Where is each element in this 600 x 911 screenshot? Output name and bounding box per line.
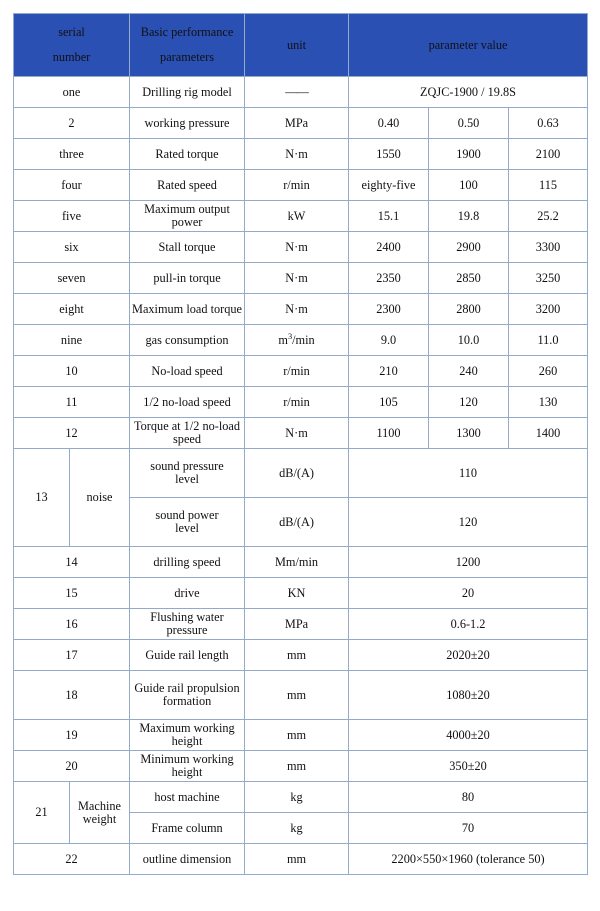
- row-unit: MPa: [245, 108, 349, 139]
- header-parameter-value: parameter value: [349, 14, 588, 77]
- row-unit: mm: [245, 720, 349, 751]
- table-row: [14, 640, 588, 671]
- header-serial-line2: number: [52, 50, 91, 64]
- subrow-parameter-name: [130, 449, 245, 498]
- row-unit: mm: [245, 640, 349, 671]
- row-serial: three: [14, 139, 130, 170]
- subrow-parameter-name: [130, 498, 245, 547]
- row-value-3: 3250: [509, 263, 588, 294]
- table-row-noise-sound-pressure: [14, 449, 588, 498]
- row-parameter-name: Maximum load torque: [130, 294, 245, 325]
- row-value-2: 2900: [429, 232, 509, 263]
- row-parameter-name: Maximum output power: [130, 201, 245, 232]
- table-row: [14, 139, 588, 170]
- row-parameter-name: pull-in torque: [130, 263, 245, 294]
- table-row: [14, 547, 588, 578]
- row-value-merged: 2020±20: [349, 640, 588, 671]
- subrow-value-merged: 120: [349, 498, 588, 547]
- row-parameter-name: Stall torque: [130, 232, 245, 263]
- table-row: [14, 578, 588, 609]
- row-value-1: eighty-five: [349, 170, 429, 201]
- subrow-name-line1: sound power: [155, 508, 219, 523]
- row-value-2: 100: [429, 170, 509, 201]
- row-value-3: 260: [509, 356, 588, 387]
- table-row: [14, 232, 588, 263]
- row-serial: 14: [14, 547, 130, 578]
- row-parameter-name: Flushing water pressure: [130, 609, 245, 640]
- table-row: [14, 844, 588, 875]
- row-parameter-name: 1/2 no-load speed: [130, 387, 245, 418]
- row-value-2: 0.50: [429, 108, 509, 139]
- row-unit: N·m: [245, 232, 349, 263]
- row-unit: N·m: [245, 139, 349, 170]
- row-parameter-name: Rated speed: [130, 170, 245, 201]
- row-unit: [245, 77, 349, 108]
- subrow-parameter-name: host machine: [130, 782, 245, 813]
- table-row: [14, 387, 588, 418]
- row-unit: N·m: [245, 263, 349, 294]
- subrow-unit: kg: [245, 782, 349, 813]
- header-serial-number: [14, 14, 130, 77]
- row-value-1: 2400: [349, 232, 429, 263]
- row-value-2: 1900: [429, 139, 509, 170]
- weight-group-label: [70, 782, 130, 844]
- row-value-1: 210: [349, 356, 429, 387]
- noise-group-label: noise: [70, 449, 130, 547]
- table-row: [14, 671, 588, 720]
- row-serial: 18: [14, 671, 130, 720]
- table-row: [14, 263, 588, 294]
- row-value-1: 105: [349, 387, 429, 418]
- table-row: [14, 77, 588, 108]
- subrow-value-merged: 70: [349, 813, 588, 844]
- row-unit: [245, 325, 349, 356]
- row-serial: one: [14, 77, 130, 108]
- row-value-2: 240: [429, 356, 509, 387]
- row-parameter-name: gas consumption: [130, 325, 245, 356]
- subrow-name-line2: level: [175, 472, 199, 486]
- row-value-merged: 350±20: [349, 751, 588, 782]
- unit-prefix: m: [278, 332, 288, 347]
- subrow-value-merged: 80: [349, 782, 588, 813]
- row-unit: Mm/min: [245, 547, 349, 578]
- row-value-3: 11.0: [509, 325, 588, 356]
- row-value-2: 2800: [429, 294, 509, 325]
- row-parameter-name: outline dimension: [130, 844, 245, 875]
- row-serial: 20: [14, 751, 130, 782]
- row-value-1: 2350: [349, 263, 429, 294]
- table-row: [14, 325, 588, 356]
- row-serial: eight: [14, 294, 130, 325]
- unit-suffix: /min: [292, 332, 315, 347]
- row-value-1: 15.1: [349, 201, 429, 232]
- row-unit: N·m: [245, 294, 349, 325]
- header-serial-line1: serial: [58, 25, 85, 40]
- row-unit: mm: [245, 844, 349, 875]
- row-unit: r/min: [245, 356, 349, 387]
- row-parameter-name: drilling speed: [130, 547, 245, 578]
- row-value-3: 25.2: [509, 201, 588, 232]
- row-serial: 22: [14, 844, 130, 875]
- row-serial: 11: [14, 387, 130, 418]
- header-unit: unit: [245, 14, 349, 77]
- row-serial: seven: [14, 263, 130, 294]
- row-unit: r/min: [245, 387, 349, 418]
- row-value-merged: 1200: [349, 547, 588, 578]
- subrow-name-line1: sound pressure: [150, 459, 224, 474]
- row-value-2: 19.8: [429, 201, 509, 232]
- table-row-weight-host-machine: [14, 782, 588, 813]
- row-value-merged: 0.6-1.2: [349, 609, 588, 640]
- weight-label-line1: Machine: [77, 798, 122, 813]
- row-parameter-name: Drilling rig model: [130, 77, 245, 108]
- table-row: [14, 720, 588, 751]
- row-value-3: 1400: [509, 418, 588, 449]
- row-parameter-name: Torque at 1/2 no-load speed: [130, 418, 245, 449]
- row-value-3: 115: [509, 170, 588, 201]
- subrow-parameter-name: Frame column: [130, 813, 245, 844]
- subrow-value-merged: 110: [349, 449, 588, 498]
- row-parameter-name: Rated torque: [130, 139, 245, 170]
- subrow-unit: kg: [245, 813, 349, 844]
- header-row: [14, 14, 588, 77]
- row-unit: MPa: [245, 609, 349, 640]
- specification-table: [13, 13, 588, 875]
- row-value-3: 130: [509, 387, 588, 418]
- row-value-3: 3300: [509, 232, 588, 263]
- header-params-line2: parameters: [160, 50, 214, 64]
- row-serial: 16: [14, 609, 130, 640]
- row-value-2: 10.0: [429, 325, 509, 356]
- row-value-3: 0.63: [509, 108, 588, 139]
- row-serial: 21: [14, 782, 70, 844]
- row-value-1: 2300: [349, 294, 429, 325]
- table-row: [14, 201, 588, 232]
- row-serial: nine: [14, 325, 130, 356]
- table-body: [14, 77, 588, 875]
- row-serial: 2: [14, 108, 130, 139]
- row-name-line1: Guide rail propulsion: [134, 681, 240, 696]
- row-value-merged: 4000±20: [349, 720, 588, 751]
- row-name-line2: formation: [162, 694, 212, 708]
- row-value-2: 120: [429, 387, 509, 418]
- row-unit: kW: [245, 201, 349, 232]
- row-serial: 15: [14, 578, 130, 609]
- row-parameter-name: Maximum working height: [130, 720, 245, 751]
- row-serial: 10: [14, 356, 130, 387]
- table-row: [14, 294, 588, 325]
- header-params-line1: Basic performance: [140, 25, 234, 40]
- row-serial: four: [14, 170, 130, 201]
- header-basic-performance-parameters: [130, 14, 245, 77]
- row-unit: N·m: [245, 418, 349, 449]
- table-row: [14, 418, 588, 449]
- row-parameter-name: drive: [130, 578, 245, 609]
- row-parameter-name: working pressure: [130, 108, 245, 139]
- table-row: [14, 751, 588, 782]
- row-value-merged: 2200×550×1960 (tolerance 50): [349, 844, 588, 875]
- row-parameter-name: [130, 671, 245, 720]
- row-unit: mm: [245, 671, 349, 720]
- table-row: [14, 356, 588, 387]
- row-unit: r/min: [245, 170, 349, 201]
- row-parameter-name: Guide rail length: [130, 640, 245, 671]
- row-value-1: 0.40: [349, 108, 429, 139]
- unit-superscript: 3: [287, 331, 293, 341]
- row-value-1: 9.0: [349, 325, 429, 356]
- table-header: [14, 14, 588, 77]
- row-value-2: 2850: [429, 263, 509, 294]
- table-row: [14, 609, 588, 640]
- row-serial: 12: [14, 418, 130, 449]
- subrow-unit: dB/(A): [245, 449, 349, 498]
- table-row: [14, 170, 588, 201]
- row-value-merged: 20: [349, 578, 588, 609]
- table-row: [14, 108, 588, 139]
- row-value-3: 2100: [509, 139, 588, 170]
- weight-label-line2: weight: [82, 811, 117, 826]
- row-value-1: 1550: [349, 139, 429, 170]
- row-unit: mm: [245, 751, 349, 782]
- subrow-name-line2: level: [175, 521, 199, 535]
- row-value-1: 1100: [349, 418, 429, 449]
- row-value-merged: ZQJC-1900 / 19.8S: [349, 77, 588, 108]
- row-serial: six: [14, 232, 130, 263]
- row-value-2: 1300: [429, 418, 509, 449]
- row-unit: KN: [245, 578, 349, 609]
- row-serial: 13: [14, 449, 70, 547]
- row-parameter-name: Minimum working height: [130, 751, 245, 782]
- row-serial: 17: [14, 640, 130, 671]
- row-parameter-name: No-load speed: [130, 356, 245, 387]
- row-serial: five: [14, 201, 130, 232]
- row-value-merged: 1080±20: [349, 671, 588, 720]
- subrow-unit: dB/(A): [245, 498, 349, 547]
- em-dash-icon: ——: [285, 84, 308, 99]
- row-serial: 19: [14, 720, 130, 751]
- row-value-3: 3200: [509, 294, 588, 325]
